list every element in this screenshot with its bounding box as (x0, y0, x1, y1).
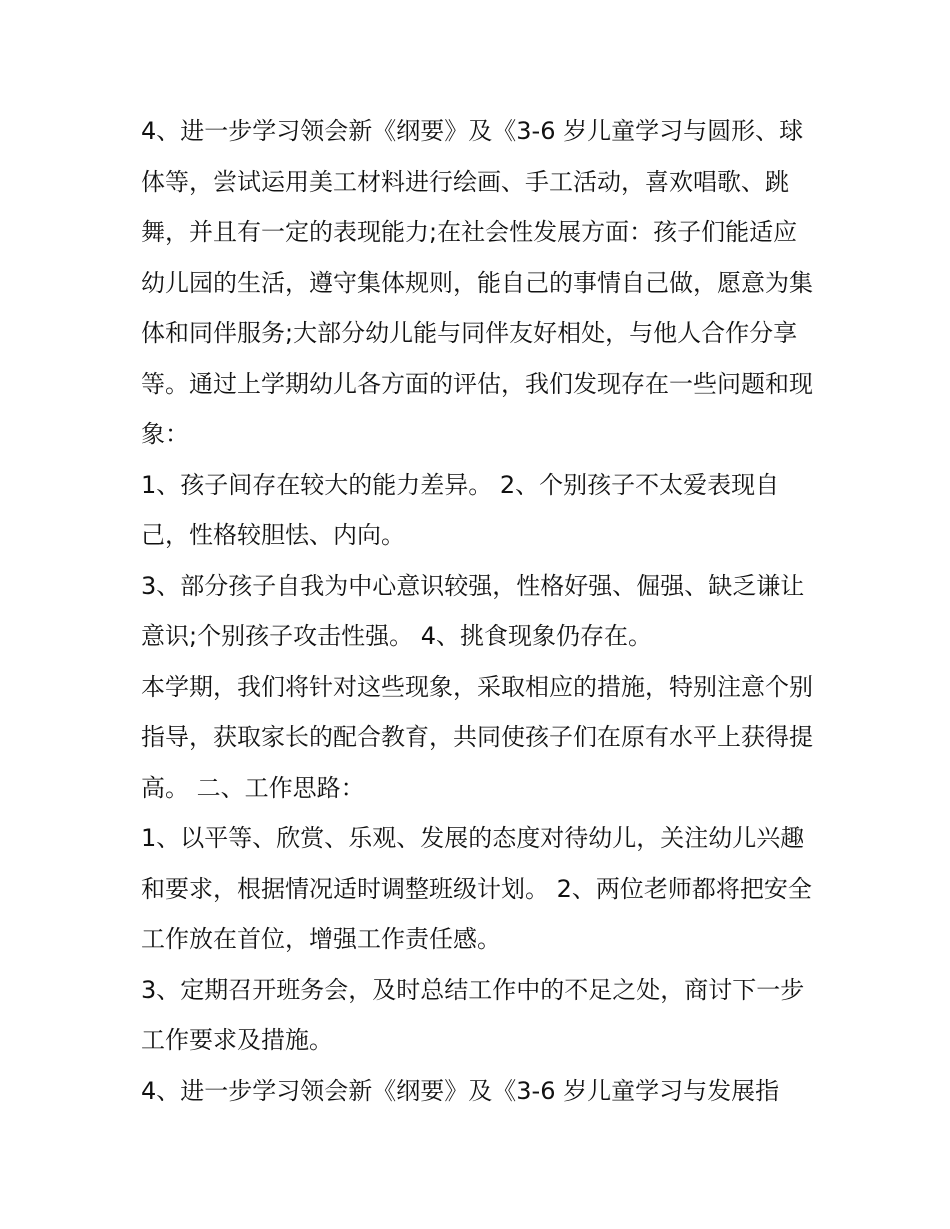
paragraph-5: 1、以平等、欣赏、乐观、发展的态度对待幼儿，关注幼儿兴趣和要求，根据情况适时调整班级计划。 2、两位老师都将把安全工作放在首位，增强工作责任感。 (141, 824, 812, 953)
paragraph-7: 4、进一步学习领会新《纲要》及《3-6 岁儿童学习与发展指 (141, 1076, 780, 1105)
paragraph-4: 本学期，我们将针对这些现象，采取相应的措施，特别注意个别指导，获取家长的配合教育，共同使孩子们在原有水平上获得提高。 二、工作思路： (141, 672, 813, 802)
paragraph-3: 3、部分孩子自我为中心意识较强，性格好强、倔强、缺乏谦让意识;个别孩子攻击性强。 4、挑食现象仍存在。 (141, 571, 805, 650)
paragraph-2: 1、孩子间存在较大的能力差异。 2、个别孩子不太爱表现自己，性格较胆怯、内向。 (141, 470, 780, 549)
paragraph-1: 4、进一步学习领会新《纲要》及《3-6 岁儿童学习与圆形、球体等，尝试运用美工材料进行绘画、手工活动，喜欢唱歌、跳舞，并且有一定的表现能力;在社会性发展方面：孩子们能适应幼儿园的生活，遵守集体规则，能自己的事情自己做，愿意为集体和同伴服务;大部分幼儿能与同伴友好相处，与他人合作分享等。通过上学期幼儿各方面的评估，我们发现存在一些问题和现象： (141, 117, 813, 448)
document-body (141, 106, 813, 1116)
paragraph-6: 3、定期召开班务会，及时总结工作中的不足之处，商讨下一步工作要求及措施。 (141, 975, 805, 1054)
